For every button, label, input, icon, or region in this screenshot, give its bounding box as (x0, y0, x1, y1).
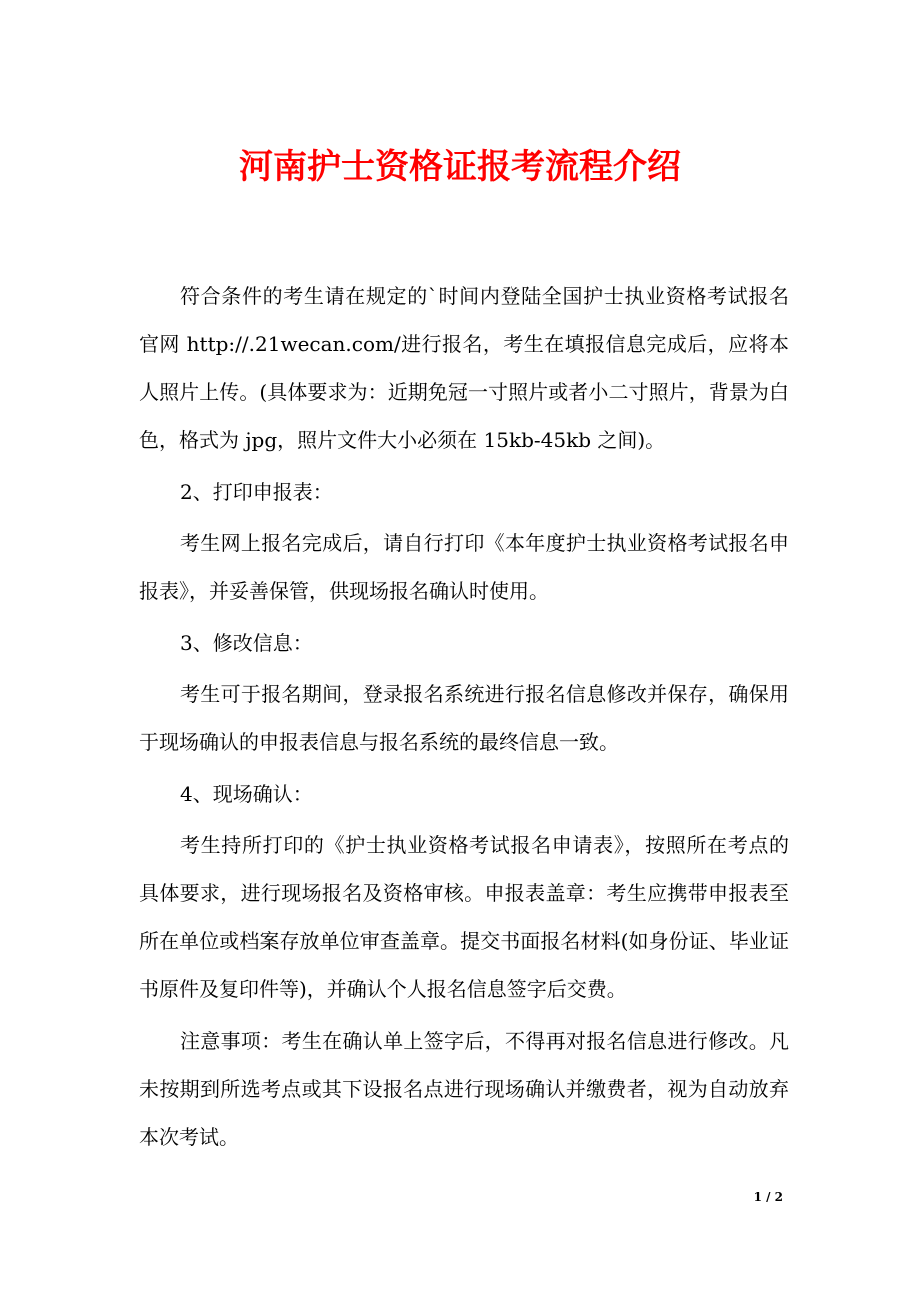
paragraph-onsite-confirmation: 考生持所打印的《护士执业资格考试报名申请表》，按照所在考点的具体要求，进行现场报名及资格审核。申报表盖章：考生应携带申报表至所在单位或档案存放单位审查盖章。提交书面报名材料(如身份证、毕业证书原件及复印件等)，并确认个人报名信息签字后交费。 (139, 833, 789, 1001)
paragraph-registration: 符合条件的考生请在规定的`时间内登陆全国护士执业资格考试报名官网 http://.21wecan.com/进行报名，考生在填报信息完成后，应将本人照片上传。(具体要求为：近期免冠一寸照片或者小二寸照片，背景为白色，格式为 jpg，照片文件大小必须在 15kb-45kb 之间)。 (139, 284, 789, 452)
paragraph-modify-info: 考生可于报名期间，登录报名系统进行报名信息修改并保存，确保用于现场确认的申报表信息与报名系统的最终信息一致。 (139, 682, 789, 754)
page-number: 1 / 2 (753, 1190, 783, 1204)
section-heading-modify-info: 3、修改信息： (180, 630, 313, 655)
paragraph-notes: 注意事项：考生在确认单上签字后，不得再对报名信息进行修改。凡未按期到所选考点或其下设报名点进行现场确认并缴费者，视为自动放弃本次考试。 (139, 1028, 789, 1149)
paragraph-print-form: 考生网上报名完成后，请自行打印《本年度护士执业资格考试报名申报表》，并妥善保管，供现场报名确认时使用。 (139, 531, 789, 603)
section-heading-onsite-confirmation: 4、现场确认： (180, 781, 313, 806)
document-body (139, 272, 789, 1164)
document-title: 河南护士资格证报考流程介绍 (239, 147, 681, 187)
section-heading-print-form: 2、打印申报表： (180, 479, 333, 504)
